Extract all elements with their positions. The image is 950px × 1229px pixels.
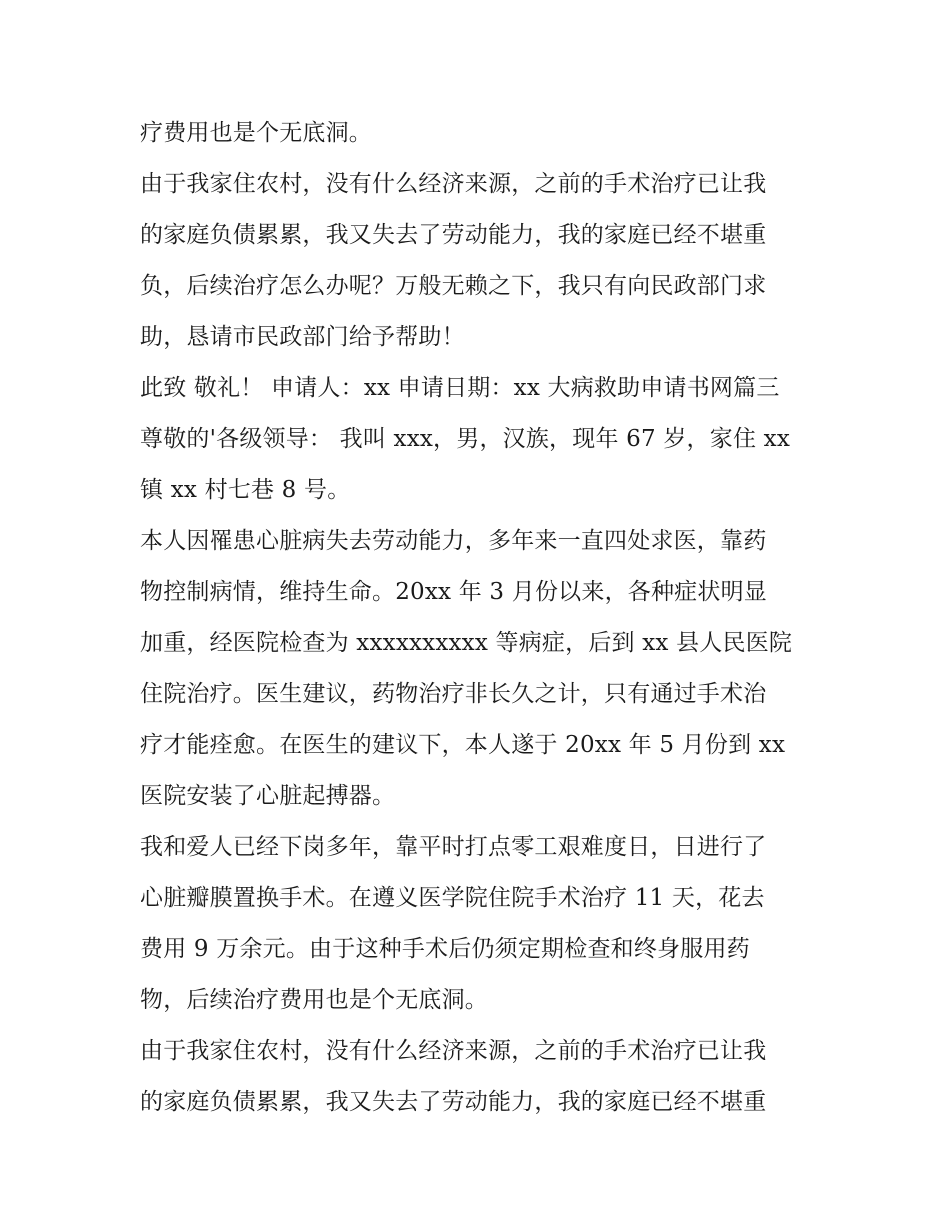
text-line: 助，恳请市民政部门给予帮助！ <box>140 324 465 350</box>
text-line: 我和爱人已经下岗多年，靠平时打点零工艰难度日，日进行了 <box>140 834 767 860</box>
text-line: 心脏瓣膜置换手术。在遵义医学院住院手术治疗 11 天，花去 <box>140 885 765 911</box>
text-line: 费用 9 万余元。由于这种手术后仍须定期检查和终身服用药 <box>140 936 750 962</box>
text-line: 尊敬的'各级领导： 我叫 xxx，男，汉族，现年 67 岁，家住 xx <box>140 426 791 452</box>
text-line: 的家庭负债累累，我又失去了劳动能力，我的家庭已经不堪重 <box>140 1089 767 1115</box>
text-line: 医院安装了心脏起搏器。 <box>140 783 396 809</box>
text-line: 疗费用也是个无底洞。 <box>140 120 372 146</box>
text-line: 物，后续治疗费用也是个无底洞。 <box>140 987 488 1013</box>
text-line: 疗才能痊愈。在医生的建议下，本人遂于 20xx 年 5 月份到 xx <box>140 732 786 758</box>
document-page <box>140 108 820 1128</box>
text-line: 镇 xx 村七巷 8 号。 <box>140 477 351 503</box>
text-line: 由于我家住农村，没有什么经济来源，之前的手术治疗已让我 <box>140 1038 767 1064</box>
text-line: 由于我家住农村，没有什么经济来源，之前的手术治疗已让我 <box>140 171 767 197</box>
text-line: 加重，经医院检查为 xxxxxxxxxx 等病症，后到 xx 县人民医院 <box>140 630 793 656</box>
text-line: 此致 敬礼！ 申请人：xx 申请日期：xx 大病救助申请书网篇三 <box>140 375 780 401</box>
text-line: 的家庭负债累累，我又失去了劳动能力，我的家庭已经不堪重 <box>140 222 767 248</box>
text-line: 物控制病情，维持生命。20xx 年 3 月份以来，各种症状明显 <box>140 579 767 605</box>
text-line: 住院治疗。医生建议，药物治疗非长久之计，只有通过手术治 <box>140 681 767 707</box>
text-line: 本人因罹患心脏病失去劳动能力，多年来一直四处求医，靠药 <box>140 528 767 554</box>
text-line: 负，后续治疗怎么办呢？万般无赖之下，我只有向民政部门求 <box>140 273 767 299</box>
